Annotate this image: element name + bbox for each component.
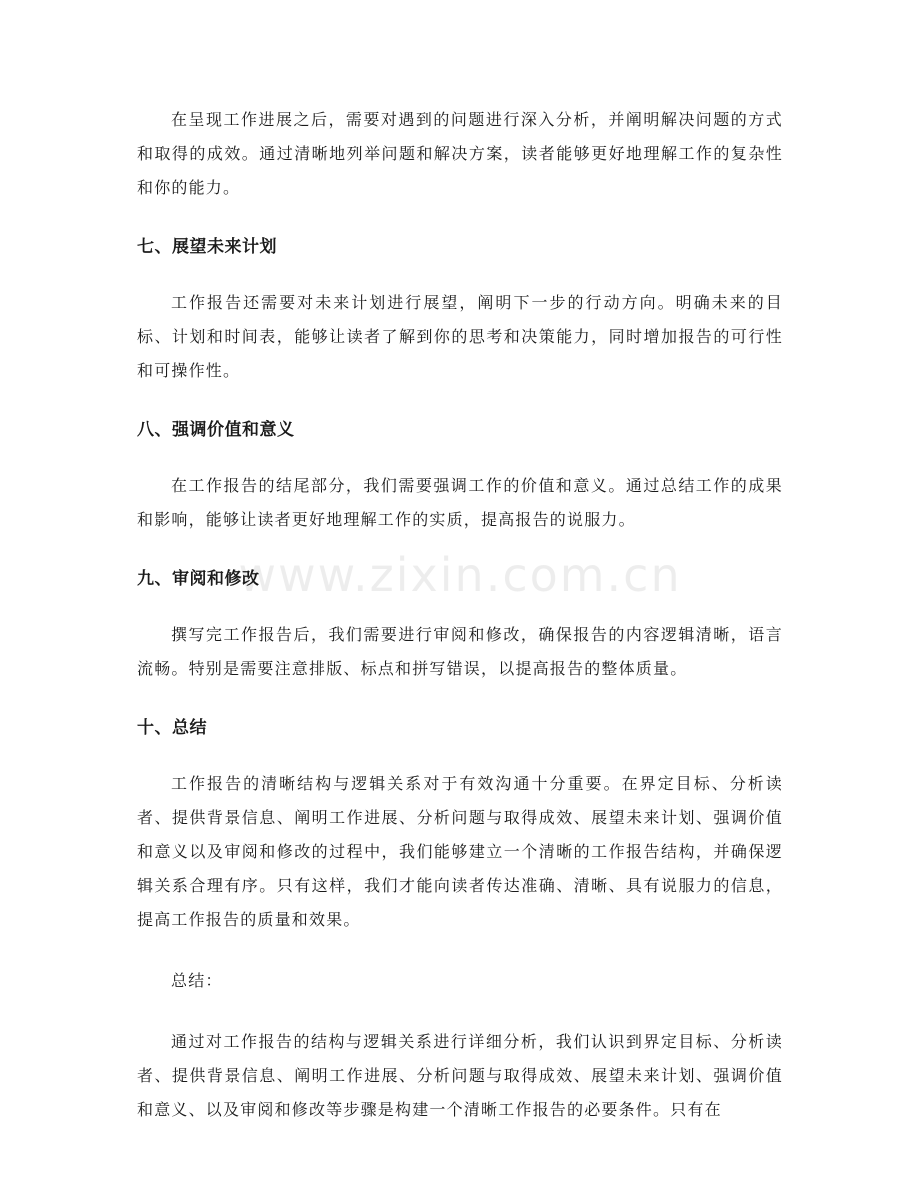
intro-paragraph: 在呈现工作进展之后，需要对遇到的问题进行深入分析，并阐明解决问题的方式和取得的成效。通过清晰地列举问题和解决方案，读者能够更好地理解工作的复杂性和你的能力。 <box>137 110 783 197</box>
summary-label: 总结： <box>171 971 223 990</box>
section-heading-7: 七、展望未来计划 <box>137 237 277 257</box>
section-paragraph-10: 工作报告的清晰结构与逻辑关系对于有效沟通十分重要。在界定目标、分析读者、提供背景信息、阐明工作进展、分析问题与取得成效、展望未来计划、强调价值和意义以及审阅和修改的过程中，我们能够建立一个清晰的工作报告结构，并确保逻辑关系合理有序。只有这样，我们才能向读者传达准确、清晰、具有说服力的信息，提高工作报告的质量和效果。 <box>137 774 783 929</box>
watermark-text: www.zixin.com.cn <box>238 548 682 602</box>
section-paragraph-8: 在工作报告的结尾部分，我们需要强调工作的价值和意义。通过总结工作的成果和影响，能够让读者更好地理解工作的实质，提高报告的说服力。 <box>137 476 783 529</box>
document-body <box>137 103 783 1154</box>
section-heading-10: 十、总结 <box>137 718 207 738</box>
section-paragraph-7: 工作报告还需要对未来计划进行展望，阐明下一步的行动方向。明确未来的目标、计划和时间表，能够让读者了解到你的思考和决策能力，同时增加报告的可行性和可操作性。 <box>137 293 783 380</box>
section-heading-8: 八、强调价值和意义 <box>137 420 295 440</box>
summary-paragraph: 通过对工作报告的结构与逻辑关系进行详细分析，我们认识到界定目标、分析读者、提供背景信息、阐明工作进展、分析问题与取得成效、展望未来计划、强调价值和意义、以及审阅和修改等步骤是构建一个清晰工作报告的必要条件。只有在 <box>137 1032 783 1119</box>
section-heading-9: 九、审阅和修改 <box>137 569 260 589</box>
section-paragraph-9: 撰写完工作报告后，我们需要进行审阅和修改，确保报告的内容逻辑清晰，语言流畅。特别是需要注意排版、标点和拼写错误，以提高报告的整体质量。 <box>137 625 783 678</box>
